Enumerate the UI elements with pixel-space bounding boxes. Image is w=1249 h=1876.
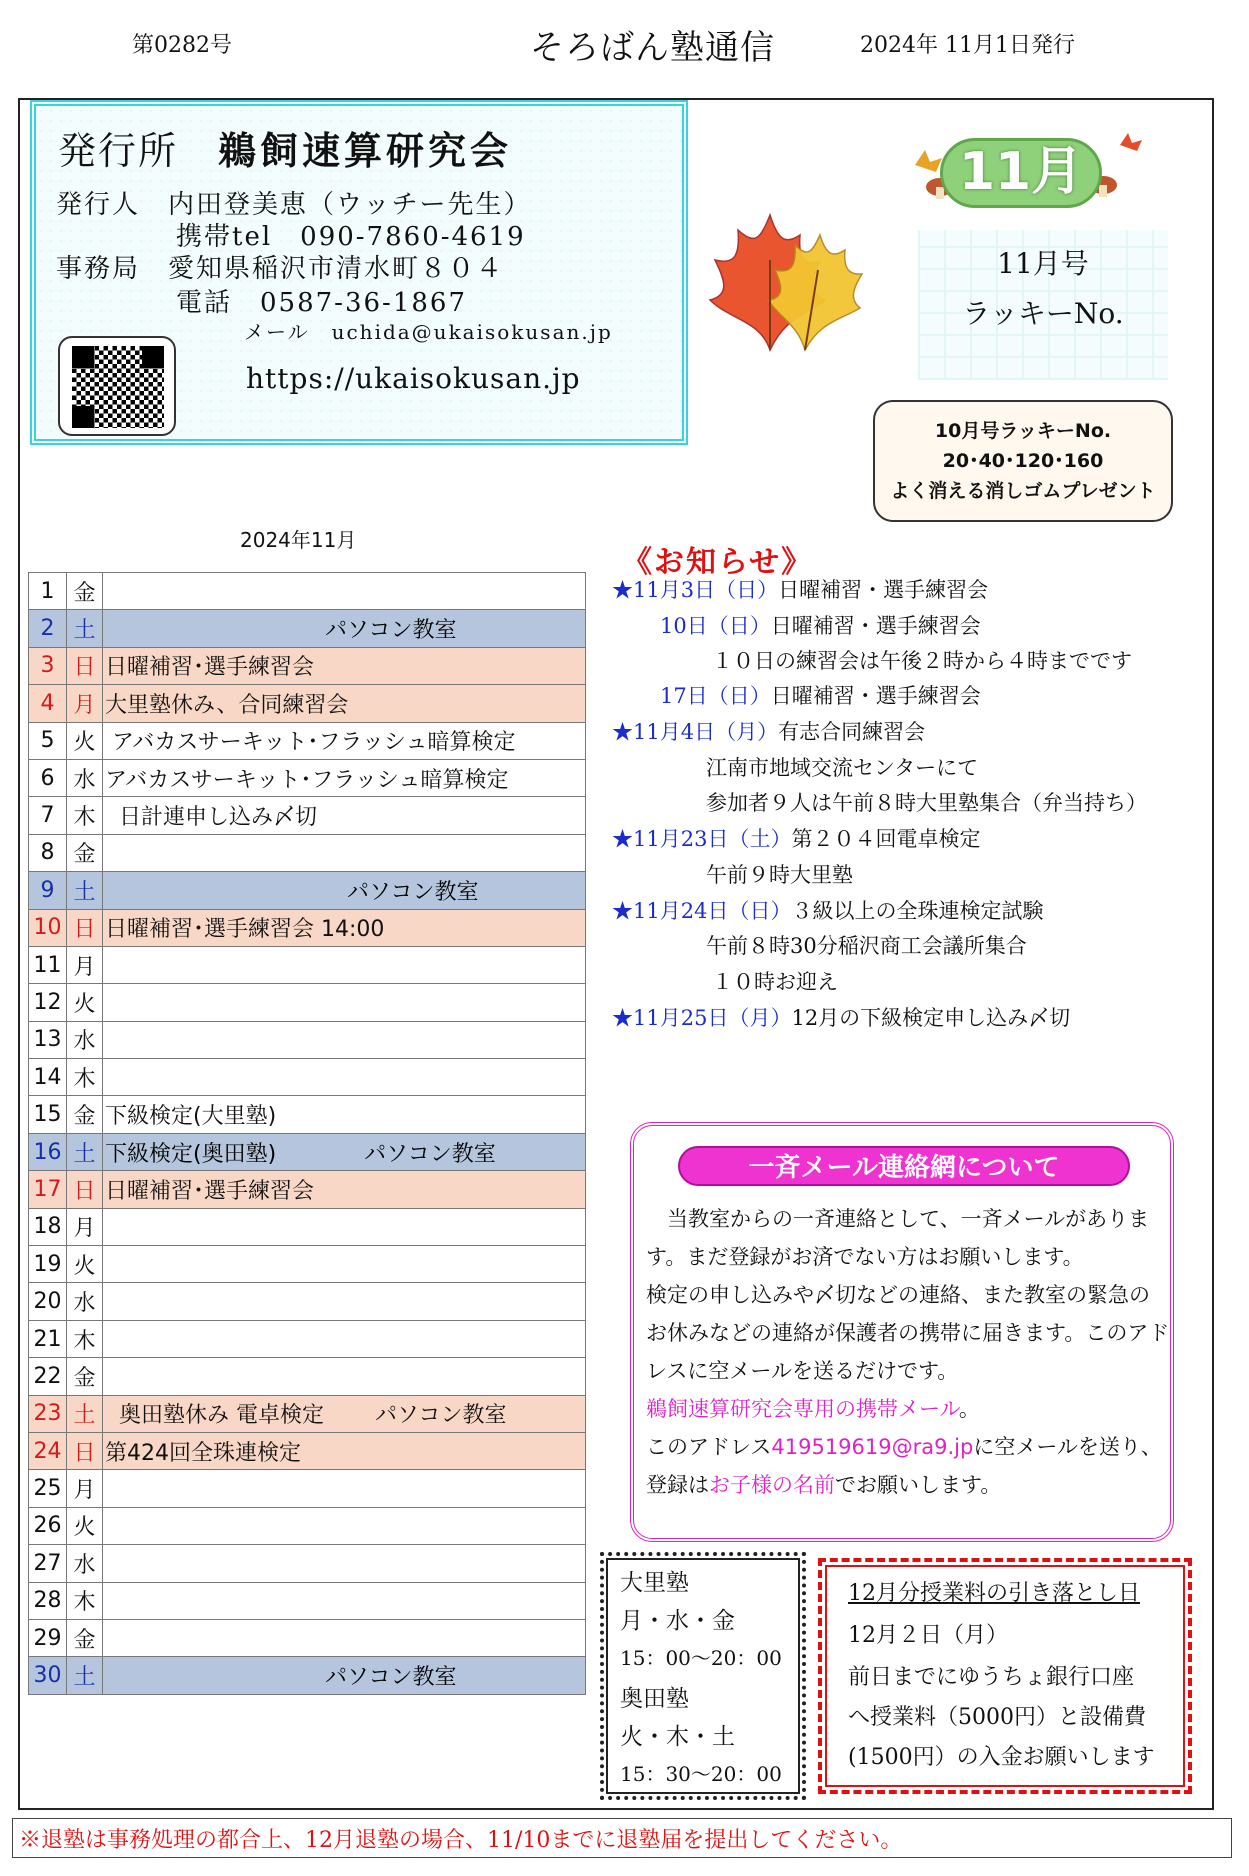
calendar-row (29, 797, 586, 834)
calendar-day: 15 (29, 1096, 67, 1133)
calendar-row (29, 1133, 586, 1170)
calendar-event (103, 1320, 586, 1357)
calendar-row (29, 1358, 586, 1395)
fee-line: (1500円）の入金お願いします (848, 1745, 1155, 1770)
calendar-day: 24 (29, 1432, 67, 1469)
calendar-event (103, 1358, 586, 1395)
calendar-event: アバカスサーキット･フラッシュ暗算検定 (103, 759, 586, 796)
october-lucky-box (873, 400, 1173, 522)
calendar-weekday: 水 (67, 1283, 103, 1320)
calendar-row (29, 1059, 586, 1096)
calendar-row (29, 909, 586, 946)
calendar-weekday: 日 (67, 909, 103, 946)
calendar-weekday: 火 (67, 722, 103, 759)
calendar-event: アバカスサーキット･フラッシュ暗算検定 (103, 722, 586, 759)
calendar-day: 14 (29, 1059, 67, 1096)
calendar-day: 3 (29, 647, 67, 684)
notice-item: ★11月23日（土）第２０４回電卓検定 (612, 827, 981, 851)
okuda-days: 火・木・土 (620, 1724, 735, 1750)
calendar-row (29, 1582, 586, 1619)
ohsato-days: 月・水・金 (620, 1608, 735, 1634)
publisher-title: 発行所 鵜飼速算研究会 (58, 129, 513, 173)
calendar-day: 10 (29, 909, 67, 946)
calendar-day: 2 (29, 610, 67, 647)
okuda-time: 15：30～20：00 (620, 1762, 782, 1786)
october-lucky-prize: よく消える消しゴムプレゼント (890, 480, 1156, 502)
calendar-row (29, 685, 586, 722)
calendar-weekday: 日 (67, 1171, 103, 1208)
mail-network-box (630, 1122, 1174, 1542)
ohsato-name: 大里塾 (620, 1570, 689, 1596)
mail-network-body: 当教室からの一斉連絡として、一斉メールがあります。まだ登録がお済でない方はお願いします。 検定の申し込みや〆切などの連絡、また教室の緊急のお休みなどの連絡が保護者の携帯に届きます。このアドレスに空メールを送るだけです。 鵜飼速算研究会専用の携帯メール。 このアドレス419519619@ra9.jpに空メールを送り、登録はお子様の名前でお願いします。 (646, 1207, 1170, 1497)
calendar-event: 第424回全珠連検定 (103, 1432, 586, 1469)
notice-note: 午前８時30分稲沢商工会議所集合 (706, 934, 1027, 958)
calendar-event (103, 1246, 586, 1283)
publisher-url[interactable]: https://ukaisokusan.jp (246, 362, 581, 395)
notice-note: １０時お迎え (712, 970, 838, 994)
calendar-weekday: 木 (67, 797, 103, 834)
mail-address-link[interactable]: 419519619@ra9.jp (771, 1435, 974, 1459)
publisher-box (30, 100, 688, 445)
calendar-row (29, 946, 586, 983)
calendar-row (29, 1320, 586, 1357)
calendar-row (29, 647, 586, 684)
lucky-issue: 11月号 (997, 247, 1089, 280)
lucky-label: ラッキーNo. (962, 297, 1124, 330)
calendar-weekday: 金 (67, 1619, 103, 1656)
calendar-row (29, 1507, 586, 1544)
fee-box (818, 1558, 1192, 1794)
notice-note: 参加者９人は午前８時大里塾集合（弁当持ち） (706, 791, 1147, 815)
lucky-number-box (918, 230, 1168, 380)
calendar-row (29, 1171, 586, 1208)
calendar-event (103, 1619, 586, 1656)
calendar-event (103, 1507, 586, 1544)
calendar-row (29, 1619, 586, 1656)
calendar-event (103, 1021, 586, 1058)
calendar-weekday: 土 (67, 610, 103, 647)
calendar-event: 下級検定(大里塾) (103, 1096, 586, 1133)
calendar-event (103, 1545, 586, 1582)
calendar-row (29, 1021, 586, 1058)
calendar-day: 18 (29, 1208, 67, 1245)
calendar-row (29, 872, 586, 909)
calendar-event (103, 1208, 586, 1245)
calendar-event (103, 984, 586, 1021)
calendar-day: 5 (29, 722, 67, 759)
calendar-event: パソコン教室 (103, 1657, 586, 1694)
calendar-row (29, 1283, 586, 1320)
calendar-day: 27 (29, 1545, 67, 1582)
calendar-weekday: 金 (67, 1096, 103, 1133)
calendar-day: 30 (29, 1657, 67, 1694)
calendar-event: 奥田塾休み 電卓検定 パソコン教室 (103, 1395, 586, 1432)
calendar-day: 25 (29, 1470, 67, 1507)
calendar-weekday: 金 (67, 834, 103, 871)
calendar-weekday: 土 (67, 1657, 103, 1694)
calendar-event: 日曜補習･選手練習会 (103, 647, 586, 684)
calendar-weekday: 水 (67, 1021, 103, 1058)
calendar-row (29, 834, 586, 871)
calendar-weekday: 火 (67, 984, 103, 1021)
calendar-weekday: 土 (67, 1133, 103, 1170)
calendar-event: パソコン教室 (103, 872, 586, 909)
okuda-name: 奥田塾 (620, 1686, 689, 1712)
notice-note: 午前９時大里塾 (706, 863, 853, 887)
calendar-day: 9 (29, 872, 67, 909)
calendar-event (103, 834, 586, 871)
calendar-row (29, 722, 586, 759)
calendar-day: 1 (29, 573, 67, 610)
publisher-mail: メール uchida@ukaisokusan.jp (244, 320, 613, 344)
mail-network-heading: 一斉メール連絡網について (678, 1146, 1130, 1186)
footer-notice: ※退塾は事務処理の都合上、12月退塾の場合、11/10までに退塾届を提出してください。 (12, 1818, 1232, 1858)
calendar-weekday: 木 (67, 1582, 103, 1619)
calendar-weekday: 水 (67, 1545, 103, 1582)
calendar-weekday: 月 (67, 946, 103, 983)
publisher-phone: 電話 0587-36-1867 (176, 288, 467, 318)
notice-item: 10日（日）日曜補習・選手練習会 (660, 614, 981, 638)
schedule-box (600, 1552, 806, 1800)
calendar-table (28, 572, 586, 1695)
ohsato-time: 15：00～20：00 (620, 1646, 782, 1670)
calendar-row (29, 1096, 586, 1133)
calendar-row (29, 1395, 586, 1432)
calendar-weekday: 木 (67, 1059, 103, 1096)
calendar-row (29, 1246, 586, 1283)
calendar-weekday: 火 (67, 1246, 103, 1283)
notice-note: １０日の練習会は午後２時から４時までです (712, 649, 1132, 673)
qr-code-icon[interactable] (58, 336, 176, 436)
fee-line: へ授業料（5000円）と設備費 (848, 1705, 1146, 1730)
calendar-weekday: 月 (67, 685, 103, 722)
notice-item: ★11月24日（日）３級以上の全珠連検定試験 (612, 899, 1044, 923)
calendar-day: 17 (29, 1171, 67, 1208)
notice-note: 江南市地域交流センターにて (706, 756, 979, 780)
calendar-weekday: 日 (67, 647, 103, 684)
issue-date: 2024年 11月1日発行 (860, 33, 1075, 58)
calendar-day: 22 (29, 1358, 67, 1395)
calendar-event: 日曜補習･選手練習会 14:00 (103, 909, 586, 946)
calendar-row (29, 759, 586, 796)
calendar-day: 4 (29, 685, 67, 722)
calendar-event (103, 1283, 586, 1320)
publisher-mobile: 携帯tel 090-7860-4619 (176, 222, 526, 252)
calendar-row (29, 1208, 586, 1245)
calendar-day: 20 (29, 1283, 67, 1320)
fee-date: 12月２日（月） (848, 1623, 1008, 1648)
calendar-weekday: 水 (67, 759, 103, 796)
calendar-weekday: 月 (67, 1208, 103, 1245)
calendar-row (29, 1657, 586, 1694)
publisher-person: 発行人 内田登美恵（ウッチー先生） (56, 190, 532, 220)
calendar-day: 13 (29, 1021, 67, 1058)
calendar-day: 7 (29, 797, 67, 834)
calendar-event: 下級検定(奥田塾) パソコン教室 (103, 1133, 586, 1170)
notice-item: ★11月25日（月）12月の下級検定申し込み〆切 (612, 1006, 1071, 1030)
october-lucky-numbers: 20･40･120･160 (942, 450, 1104, 472)
calendar-event (103, 1582, 586, 1619)
calendar-weekday: 金 (67, 1358, 103, 1395)
calendar-row (29, 1470, 586, 1507)
calendar-weekday: 月 (67, 1470, 103, 1507)
calendar-event: 日曜補習･選手練習会 (103, 1171, 586, 1208)
calendar-day: 28 (29, 1582, 67, 1619)
calendar-day: 11 (29, 946, 67, 983)
calendar-row (29, 610, 586, 647)
notice-item: ★11月3日（日）日曜補習・選手練習会 (612, 578, 989, 602)
calendar-day: 21 (29, 1320, 67, 1357)
notice-item: ★11月4日（月）有志合同練習会 (612, 720, 926, 744)
calendar-event: 大里塾休み、合同練習会 (103, 685, 586, 722)
calendar-row (29, 984, 586, 1021)
calendar-weekday: 金 (67, 573, 103, 610)
calendar-event (103, 1470, 586, 1507)
calendar-event: 日計連申し込み〆切 (103, 797, 586, 834)
calendar-day: 29 (29, 1619, 67, 1656)
calendar-event: パソコン教室 (103, 610, 586, 647)
calendar-title: 2024年11月 (240, 528, 357, 552)
notice-item: 17日（日）日曜補習・選手練習会 (660, 684, 981, 708)
calendar-row (29, 573, 586, 610)
fee-title: 12月分授業料の引き落とし日 (848, 1581, 1140, 1606)
calendar-day: 26 (29, 1507, 67, 1544)
notices-heading: 《お知らせ》 (622, 545, 814, 580)
october-lucky-title: 10月号ラッキーNo. (934, 420, 1112, 442)
calendar-event (103, 946, 586, 983)
calendar-weekday: 日 (67, 1432, 103, 1469)
calendar-event (103, 1059, 586, 1096)
calendar-day: 19 (29, 1246, 67, 1283)
maple-leaves-icon (700, 200, 870, 370)
publisher-office: 事務局 愛知県稲沢市清水町８０４ (56, 254, 505, 284)
calendar-weekday: 火 (67, 1507, 103, 1544)
calendar-weekday: 木 (67, 1320, 103, 1357)
calendar-day: 12 (29, 984, 67, 1021)
calendar-day: 16 (29, 1133, 67, 1170)
calendar-event (103, 573, 586, 610)
calendar-day: 8 (29, 834, 67, 871)
calendar-weekday: 土 (67, 872, 103, 909)
calendar-weekday: 土 (67, 1395, 103, 1432)
issue-number: 第0282号 (132, 33, 232, 58)
calendar-day: 23 (29, 1395, 67, 1432)
fee-line: 前日までにゆうちょ銀行口座 (848, 1665, 1135, 1690)
month-badge: 11月 (940, 138, 1102, 208)
calendar-row (29, 1545, 586, 1582)
newsletter-title: そろばん塾通信 (530, 28, 775, 68)
calendar-day: 6 (29, 759, 67, 796)
calendar-row (29, 1432, 586, 1469)
